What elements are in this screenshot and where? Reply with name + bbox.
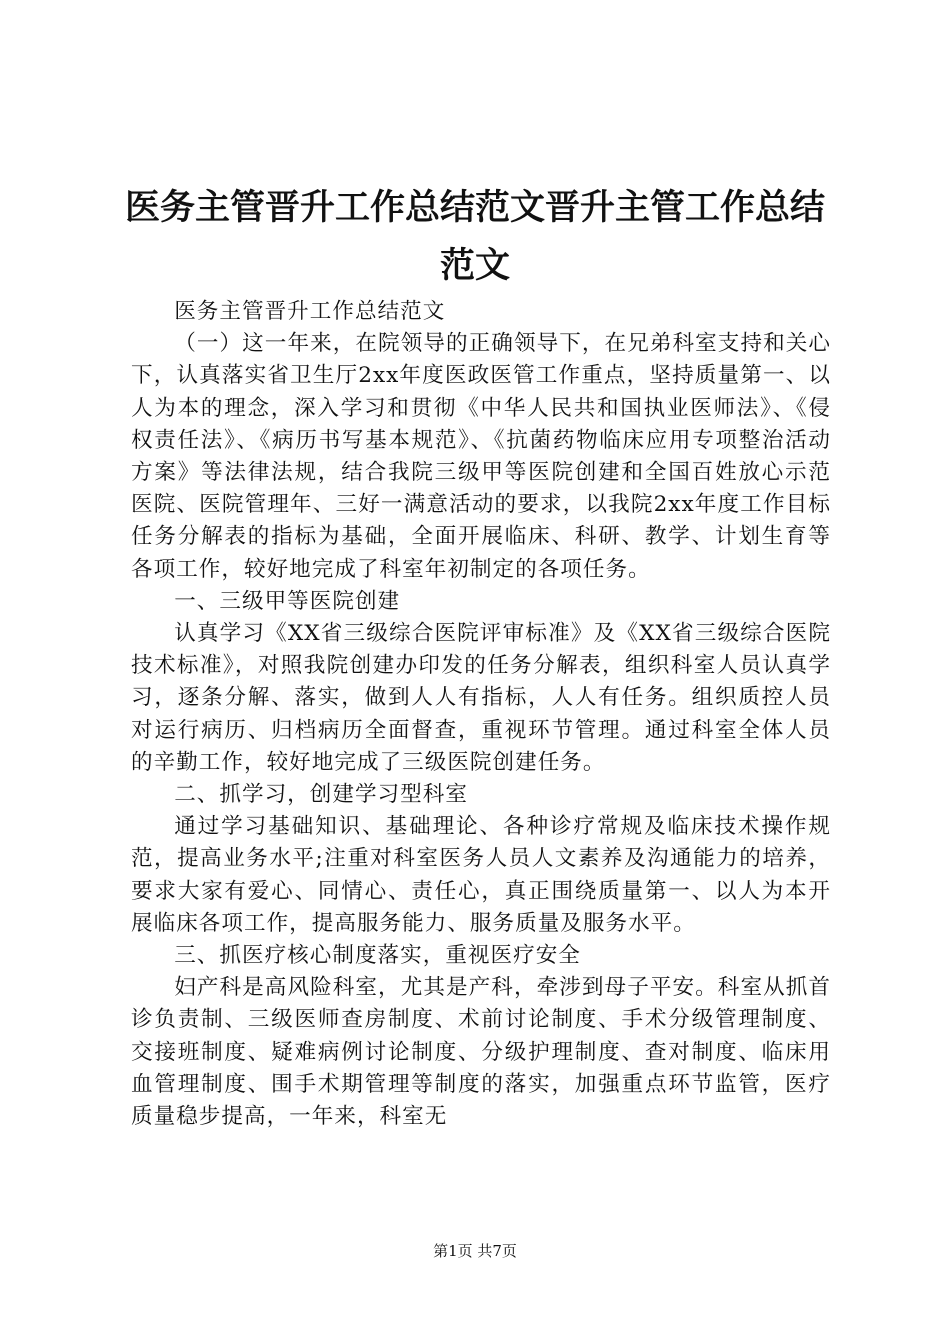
section-heading: 二、抓学习，创建学习型科室	[174, 782, 468, 808]
document-title-line-1: 医务主管晋升工作总结范文晋升主管工作总结	[124, 187, 825, 228]
page-footer: 第1页 共7页	[433, 1242, 517, 1260]
section-heading: 一、三级甲等医院创建	[174, 588, 401, 614]
document-title-line-2: 范文	[439, 245, 510, 286]
section-heading: 三、抓医疗核心制度落实，重视医疗安全	[174, 943, 581, 969]
body-paragraph: 认真学习《XX省三级综合医院评审标准》及《XX省三级综合医院技术标准》，对照我院创建办印发的任务分解表，组织科室人员认真学习，逐条分解、落实，做到人人有指标，人人有任务。组织质控人员对运行病历、归档病历全面督查，重视环节管理。通过科室全体人员的辛勤工作，较好地完成了三级医院创建任务。	[131, 621, 831, 775]
document-body	[131, 296, 831, 1133]
body-paragraph: 通过学习基础知识、基础理论、各种诊疗常规及临床技术操作规范，提高业务水平;注重对科室医务人员人文素养及沟通能力的培养，要求大家有爱心、同情心、责任心，真正围绕质量第一、以人为本开展临床各项工作，提高服务能力、服务质量及服务水平。	[131, 814, 831, 936]
body-paragraph: （一）这一年来，在院领导的正确领导下，在兄弟科室支持和关心下，认真落实省卫生厅2xx年度医政医管工作重点，坚持质量第一、以人为本的理念，深入学习和贯彻《中华人民共和国执业医师法》、《侵权责任法》、《病历书写基本规范》、《抗菌药物临床应用专项整治活动方案》等法律法规，结合我院三级甲等医院创建和全国百姓放心示范医院、医院管理年、三好一满意活动的要求，以我院2xx年度工作目标任务分解表的指标为基础，全面开展临床、科研、教学、计划生育等各项工作，较好地完成了科室年初制定的各项任务。	[131, 331, 831, 582]
subtitle-paragraph: 医务主管晋升工作总结范文	[174, 299, 446, 324]
body-paragraph: 妇产科是高风险科室，尤其是产科，牵涉到母子平安。科室从抓首诊负责制、三级医师查房制度、术前讨论制度、手术分级管理制度、交接班制度、疑难病例讨论制度、分级护理制度、查对制度、临床用血管理制度、围手术期管理等制度的落实，加强重点环节监管，医疗质量稳步提高，一年来，科室无	[131, 975, 831, 1130]
